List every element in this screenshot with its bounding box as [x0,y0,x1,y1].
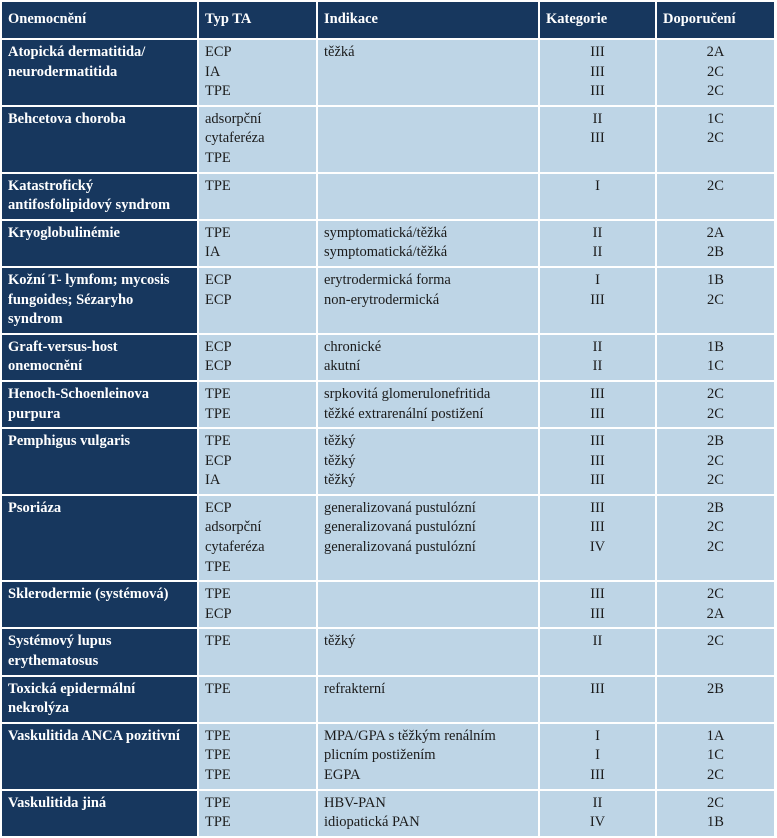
doporuceni-line: 2C [707,291,724,308]
table-body [2,39,774,837]
indikace-line: těžký [324,633,356,650]
doporuceni-line: 1B [707,271,724,288]
typ-ta-line: ECP [205,499,232,516]
typ-ta-line: ECP [205,291,232,308]
typ-ta-line: ECP [205,452,232,469]
doporuceni-line: 2C [707,472,724,489]
table-row [2,267,774,334]
indikace-line: symptomatická/těžká [324,224,448,241]
typ-ta-cell [198,723,317,790]
typ-ta-cell [198,428,317,495]
indikace-line: těžké extrarenální postižení [324,405,484,422]
kategorie-line: II [592,358,603,375]
kategorie-line: III [590,385,605,402]
disease-name: Atopická dermatitida/ neurodermatitida [8,44,146,80]
typ-ta-cell [198,790,317,837]
typ-ta-line: TPE [205,149,231,166]
typ-ta-line: adsorpční [205,110,262,127]
kategorie-line: III [590,63,605,80]
kategorie-line: II [592,244,603,261]
doporuceni-line: 1B [707,338,724,355]
disease-name: Psoriáza [8,499,62,516]
doporuceni-line: 2B [707,433,724,450]
typ-ta-line: TPE [205,814,231,831]
header-row [2,2,774,39]
typ-ta-line: TPE [205,680,231,697]
typ-ta-cell [198,220,317,267]
doporuceni-line: 2C [707,385,724,402]
doporuceni-line: 1C [707,110,724,127]
typ-ta-line: TPE [205,177,231,194]
typ-ta-line: TPE [205,633,231,650]
header-indikace: Indikace [317,2,539,39]
typ-ta-line: TPE [205,727,231,744]
doporuceni-cell [656,106,774,173]
disease-name: Katastrofický antifosfolipidový syndrom [8,177,171,214]
typ-ta-line: ECP [205,44,232,60]
doporuceni-line: 2C [707,63,724,80]
kategorie-line: III [590,472,605,489]
disease-cell [2,106,198,173]
indikace-cell [317,676,539,723]
kategorie-line: I [595,177,600,194]
doporuceni-cell [656,676,774,723]
kategorie-line: I [595,271,600,288]
doporuceni-cell [656,790,774,837]
disease-cell [2,723,198,790]
doporuceni-cell [656,495,774,581]
doporuceni-line: 2C [707,452,724,469]
typ-ta-line: TPE [205,747,231,764]
doporuceni-line: 1A [706,727,725,744]
typ-ta-line: TPE [205,224,231,241]
kategorie-line: III [590,405,605,422]
doporuceni-line: 2C [707,633,724,650]
table-row [2,106,774,173]
kategorie-cell [539,267,656,334]
kategorie-line: III [590,44,605,60]
doporuceni-cell [656,428,774,495]
kategorie-line: III [590,586,605,603]
typ-ta-line: IA [205,63,221,80]
kategorie-line: II [592,338,603,355]
kategorie-cell [539,106,656,173]
kategorie-line: III [590,291,605,308]
indikace-cell [317,334,539,381]
doporuceni-line: 2C [707,83,724,100]
apheresis-indication-table-container [2,2,774,831]
table-row [2,39,774,106]
disease-name: Behcetova choroba [8,110,126,127]
kategorie-cell [539,790,656,837]
disease-cell [2,39,198,106]
typ-ta-line: TPE [205,558,231,575]
doporuceni-line: 2C [707,519,724,536]
disease-cell [2,428,198,495]
indikace-line: těžký [324,472,356,489]
disease-cell [2,790,198,837]
indikace-cell [317,495,539,581]
typ-ta-line: ECP [205,605,232,622]
indikace-line: těžká [324,44,355,60]
table-row [2,428,774,495]
disease-cell [2,267,198,334]
indikace-line: MPA/GPA s těžkým renálním [324,727,496,744]
apheresis-indication-table [2,2,774,838]
header-doporuceni: Doporučení [656,2,774,39]
typ-ta-line: TPE [205,586,231,603]
table-row [2,723,774,790]
doporuceni-line: 2C [707,539,724,556]
disease-name: Vaskulitida jiná [8,794,107,811]
kategorie-cell [539,220,656,267]
kategorie-line: III [590,499,605,516]
kategorie-line: IV [589,539,606,556]
doporuceni-cell [656,381,774,428]
table-row [2,220,774,267]
table-row [2,334,774,381]
kategorie-line: III [590,680,605,697]
indikace-line: srpkovitá glomerulonefritida [324,385,491,402]
indikace-cell [317,381,539,428]
doporuceni-line: 1C [707,358,724,375]
disease-cell [2,676,198,723]
typ-ta-line: TPE [205,405,231,422]
indikace-line: akutní [324,358,361,375]
table-row [2,173,774,220]
kategorie-cell [539,723,656,790]
indikace-line: symptomatická/těžká [324,244,448,261]
header-onemocneni: Onemocnění [2,2,198,39]
typ-ta-cell [198,267,317,334]
typ-ta-line: adsorpční [205,519,262,536]
doporuceni-line: 2C [707,130,724,147]
disease-name: Kryoglobulinémie [8,224,120,241]
disease-name: Graft-versus-host onemocnění [8,338,118,375]
disease-cell [2,173,198,220]
doporuceni-line: 2B [707,499,724,516]
disease-cell [2,220,198,267]
doporuceni-line: 2C [707,177,724,194]
kategorie-cell [539,381,656,428]
indikace-line: chronické [324,338,382,355]
typ-ta-line: IA [205,472,221,489]
typ-ta-line: TPE [205,794,231,811]
typ-ta-cell [198,173,317,220]
doporuceni-cell [656,723,774,790]
kategorie-cell [539,39,656,106]
kategorie-line: II [592,224,603,241]
typ-ta-line: TPE [205,385,231,402]
doporuceni-cell [656,267,774,334]
disease-name: Vaskulitida ANCA pozitivní [8,727,180,744]
doporuceni-cell [656,220,774,267]
doporuceni-cell [656,581,774,628]
indikace-line: plicním postižením [324,747,436,764]
doporuceni-cell [656,334,774,381]
doporuceni-cell [656,628,774,675]
disease-name: Sklerodermie (systémová) [8,586,169,603]
kategorie-line: III [590,130,605,147]
table-row [2,581,774,628]
kategorie-line: II [592,794,603,811]
doporuceni-cell [656,39,774,106]
typ-ta-cell [198,39,317,106]
indikace-cell [317,220,539,267]
disease-name: Toxická epidermální nekrolýza [8,680,136,717]
kategorie-line: IV [589,814,606,831]
kategorie-cell [539,628,656,675]
table-row [2,790,774,837]
kategorie-line: II [592,110,603,127]
indikace-cell [317,581,539,628]
indikace-line: EGPA [324,767,361,783]
typ-ta-cell [198,676,317,723]
typ-ta-cell [198,381,317,428]
table-row [2,628,774,675]
kategorie-cell [539,173,656,220]
indikace-cell [317,628,539,675]
doporuceni-line: 2C [707,767,724,783]
indikace-cell [317,428,539,495]
disease-name: Pemphigus vulgaris [8,433,131,450]
indikace-line: non-erytrodermická [324,291,440,308]
typ-ta-line: ECP [205,358,232,375]
doporuceni-line: 1C [707,747,724,764]
header-kategorie: Kategorie [539,2,656,39]
doporuceni-line: 2C [707,586,724,603]
indikace-line: idiopatická PAN [324,814,420,831]
typ-ta-line: TPE [205,433,231,450]
indikace-line: HBV-PAN [324,794,386,811]
doporuceni-line: 2A [706,44,725,60]
typ-ta-cell [198,495,317,581]
indikace-line: těžký [324,433,356,450]
header-typ-ta: Typ TA [198,2,317,39]
indikace-cell [317,267,539,334]
typ-ta-line: TPE [205,83,231,100]
kategorie-line: I [595,747,600,764]
kategorie-line: III [590,519,605,536]
disease-cell [2,334,198,381]
indikace-line: těžký [324,452,356,469]
disease-name: Henoch-Schoenleinova purpura [8,385,149,422]
kategorie-line: III [590,433,605,450]
indikace-line: generalizovaná pustulózní [324,519,476,536]
doporuceni-line: 2B [707,680,724,697]
typ-ta-line: ECP [205,338,232,355]
typ-ta-cell [198,628,317,675]
kategorie-line: III [590,452,605,469]
table-row [2,495,774,581]
doporuceni-line: 2C [707,405,724,422]
typ-ta-cell [198,106,317,173]
indikace-line: generalizovaná pustulózní [324,539,476,556]
typ-ta-line: TPE [205,767,231,783]
table-row [2,381,774,428]
kategorie-line: I [595,727,600,744]
doporuceni-line: 2A [706,224,725,241]
kategorie-cell [539,676,656,723]
doporuceni-cell [656,173,774,220]
kategorie-cell [539,334,656,381]
kategorie-line: III [590,767,605,783]
typ-ta-cell [198,581,317,628]
indikace-cell [317,723,539,790]
doporuceni-line: 2B [707,244,724,261]
indikace-line: erytrodermická forma [324,271,451,288]
typ-ta-line: cytaferéza [205,539,265,556]
disease-name: Systémový lupus erythematosus [8,633,112,670]
kategorie-cell [539,495,656,581]
disease-name: Kožní T- lymfom; mycosis fungoides; Sézaryho syndrom [8,271,170,328]
doporuceni-line: 1B [707,814,724,831]
indikace-cell [317,39,539,106]
indikace-cell [317,173,539,220]
typ-ta-line: ECP [205,271,232,288]
kategorie-cell [539,428,656,495]
typ-ta-line: IA [205,244,221,261]
kategorie-line: III [590,605,605,622]
kategorie-cell [539,581,656,628]
kategorie-line: III [590,83,605,100]
indikace-line: generalizovaná pustulózní [324,499,476,516]
disease-cell [2,495,198,581]
doporuceni-line: 2A [706,605,725,622]
doporuceni-line: 2C [707,794,724,811]
indikace-cell [317,790,539,837]
indikace-line: refrakterní [324,680,386,697]
disease-cell [2,628,198,675]
indikace-cell [317,106,539,173]
typ-ta-line: cytaferéza [205,130,265,147]
disease-cell [2,381,198,428]
disease-cell [2,581,198,628]
kategorie-line: II [592,633,603,650]
table-row [2,676,774,723]
typ-ta-cell [198,334,317,381]
